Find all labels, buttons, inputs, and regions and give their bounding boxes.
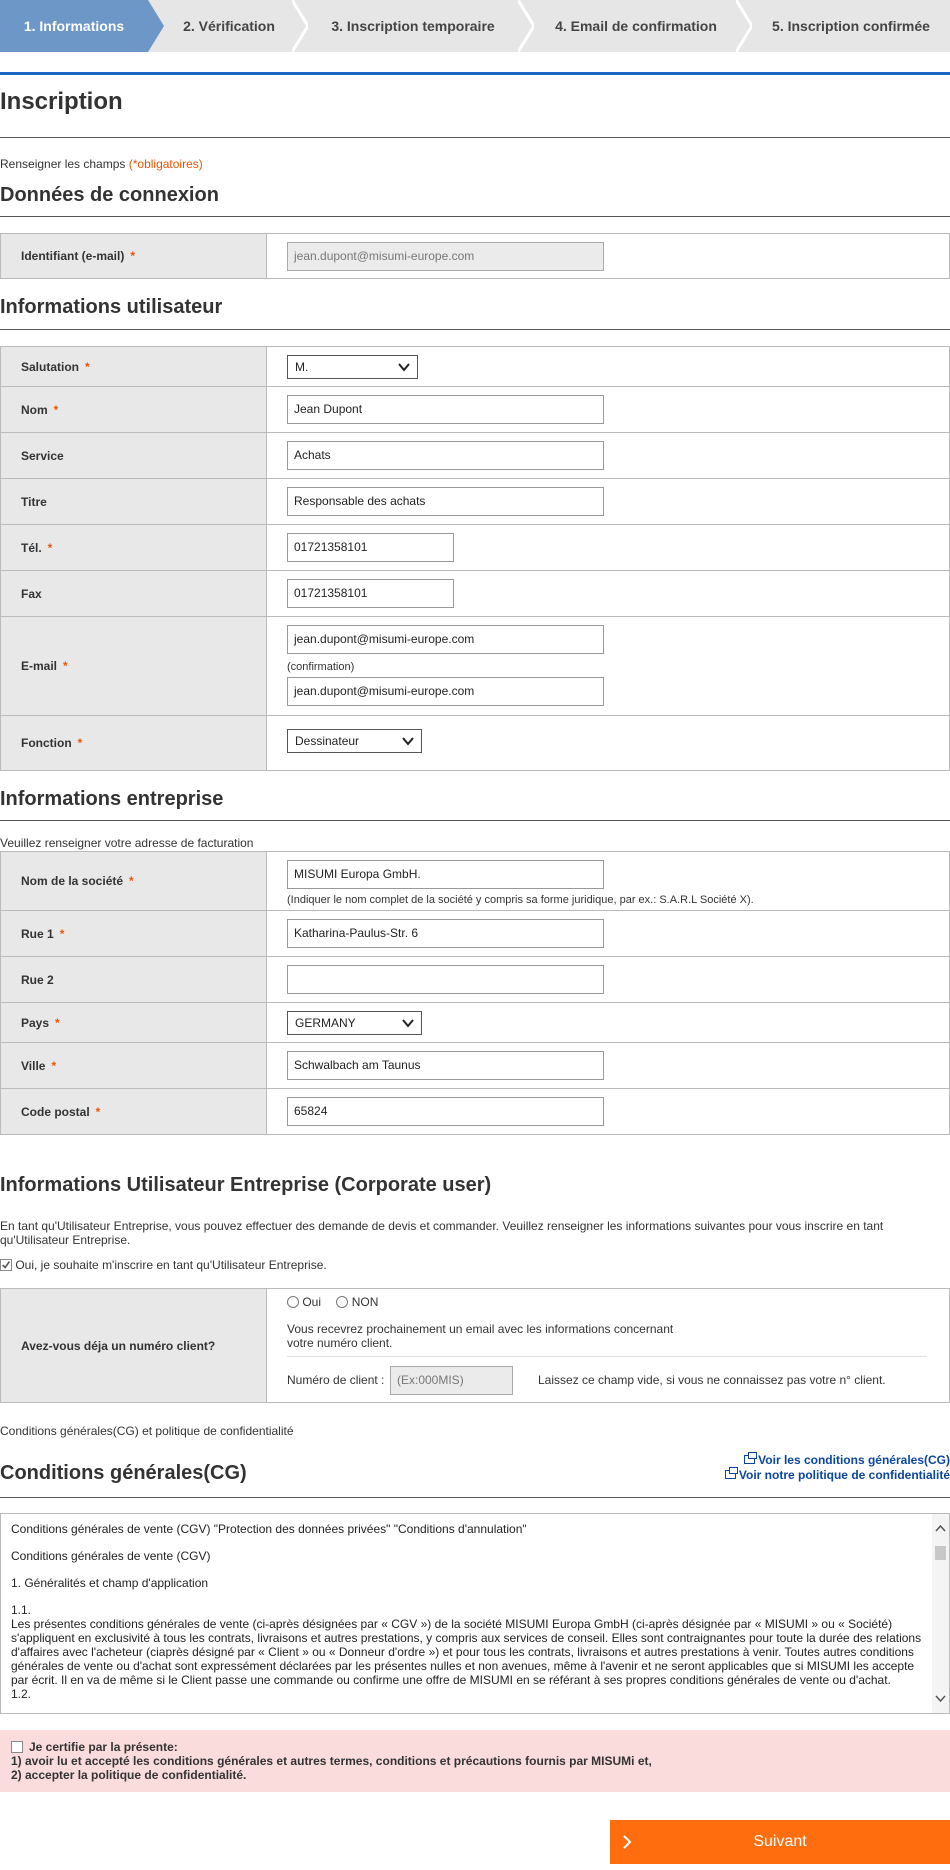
terms-paragraph: 1.1. Les présentes conditions générales de vente (ci-après désignées par « CGV ») de la société MISUMI Europa GmbH (ci-après désignée par « MISUMI » ou « Société) s'appliquent en exclusivité à tous les contrats, livraisons et autres prestations, y compris aux services de conseil. Elles sont contraignantes pour toute la durée des relations d'affaires avec l'acheteur (ciaprès désigné par « Client » ou « Donneur d'ordre ») et pour tous les contrats, livraisons et autres prestations à venir. Toutes autres conditions générales de vente ou d'achat sont expressément déclarées par les présentes nulles et non avenues, même à l'avenir et ne seront applicables que si MISUMI les accepte par écrit. Il en va de même si le Client passe une commande ou confirme une offre de MISUMI en se référant à ses propres conditions générales de vente ou d'achat. 1.2.: [11, 1603, 922, 1701]
street2-input[interactable]: [287, 965, 604, 994]
section-divider: [0, 820, 950, 821]
corporate-section-title: Informations Utilisateur Entreprise (Corporate user): [0, 1174, 492, 1196]
value-cell: [267, 1003, 949, 1042]
step-separator: [736, 0, 752, 52]
email-label: [1, 617, 267, 715]
client-number-hint: Laissez ce champ vide, si vous ne connaissez pas votre n° client.: [538, 1373, 886, 1387]
certify-line-2: 2) accepter la politique de confidentialité.: [11, 1768, 247, 1782]
terms-scrollbar[interactable]: [932, 1514, 949, 1713]
tel-input[interactable]: 01721358101: [287, 533, 454, 562]
link-terms-text: Voir les conditions générales(CG): [758, 1453, 950, 1467]
required-star: *: [129, 874, 134, 888]
tel-row: [1, 525, 949, 571]
required-star: *: [53, 402, 59, 417]
zip-label: [1, 1089, 267, 1134]
client-radio-group: [287, 1295, 378, 1309]
tel-label: [1, 525, 267, 570]
login-section-title: Données de connexion: [0, 184, 219, 206]
required-star: *: [130, 249, 136, 263]
corporate-checkbox-label: Oui, je souhaite m'inscrire en tant qu'Utilisateur Entreprise.: [15, 1258, 327, 1272]
company-hint: (Indiquer le nom complet de la société y compris sa forme juridique, par ex.: S.A.R.L Société X).: [287, 894, 754, 906]
identifier-row: [1, 234, 949, 279]
inner-divider: [287, 1356, 927, 1357]
label-text: Titre: [21, 494, 47, 509]
function-label: [1, 716, 267, 770]
select-value: M.: [295, 360, 309, 374]
terms-textbox[interactable]: [0, 1513, 950, 1714]
client-number-input[interactable]: (Ex:000MIS): [390, 1366, 513, 1395]
billing-note: Veuillez renseigner votre adresse de facturation: [0, 836, 254, 850]
zip-input[interactable]: 65824: [287, 1097, 604, 1126]
user-section-title: Informations utilisateur: [0, 296, 223, 318]
client-number-row: [1, 1289, 949, 1403]
email-input[interactable]: jean.dupont@misumi-europe.com: [287, 625, 604, 654]
login-table: [0, 233, 950, 279]
select-value: GERMANY: [295, 1016, 356, 1030]
service-input[interactable]: Achats: [287, 441, 604, 470]
city-row: [1, 1043, 949, 1089]
label-text: Ville: [21, 1058, 46, 1073]
chevron-right-icon: [622, 1834, 632, 1850]
job-title-input[interactable]: Responsable des achats: [287, 487, 604, 516]
external-link-icon: [744, 1455, 755, 1464]
company-section-title: Informations entreprise: [0, 788, 224, 810]
corporate-intro: En tant qu'Utilisateur Entreprise, vous pouvez effectuer des demande de devis et commander. Veuillez renseigner les informations suivantes pour vous inscrire en tant qu'Utilisateur Entreprise.: [0, 1219, 884, 1247]
value-cell: [267, 911, 949, 956]
email-confirm-input[interactable]: jean.dupont@misumi-europe.com: [287, 677, 604, 706]
function-row: [1, 716, 949, 771]
terms-section-title: Conditions générales(CG): [0, 1462, 247, 1484]
client-number-label: Numéro de client :: [287, 1373, 385, 1387]
chevron-down-icon: [402, 736, 414, 746]
radio-no-label: NON: [351, 1295, 379, 1309]
terms-paragraph: 1. Généralités et champ d'application: [11, 1576, 209, 1590]
terms-paragraph: Conditions générales de vente (CGV) "Protection des données privées" "Conditions d'annulation": [11, 1522, 527, 1536]
email-row: [1, 617, 949, 716]
step-separator: [148, 0, 164, 52]
value-cell: [267, 617, 949, 715]
fax-label: [1, 571, 267, 616]
required-star: *: [51, 1058, 57, 1073]
country-row: [1, 1003, 949, 1043]
service-row: [1, 433, 949, 479]
label-text: Code postal: [21, 1104, 90, 1119]
label-text: Salutation: [21, 359, 80, 374]
certify-box: [0, 1730, 950, 1792]
fax-input[interactable]: 01721358101: [287, 579, 454, 608]
country-label: [1, 1003, 267, 1042]
terms-content: [11, 1522, 926, 1714]
required-star: *: [47, 540, 53, 555]
step-inscription-temporaire: [310, 0, 516, 52]
value-cell: [267, 1043, 949, 1088]
corporate-checkbox[interactable]: [0, 1259, 12, 1271]
page-title: Inscription: [0, 88, 123, 115]
label-text: Nom: [21, 402, 48, 417]
label-text: Tél.: [21, 540, 42, 555]
certify-text: [11, 1740, 652, 1782]
fax-row: [1, 571, 949, 617]
label-text: E-mail: [21, 659, 58, 673]
value-cell: [267, 525, 949, 570]
radio-yes-label: Oui: [302, 1295, 322, 1309]
section-divider: [0, 1497, 950, 1498]
label-text: Pays: [21, 1015, 50, 1030]
value-cell: [267, 234, 949, 278]
label-text: Identifiant (e-mail): [21, 249, 125, 263]
company-label: [1, 852, 267, 910]
identifier-label: [1, 234, 267, 278]
label-text: Fax: [21, 586, 42, 601]
select-value: Dessinateur: [295, 734, 360, 748]
user-info-table: [0, 346, 950, 771]
next-button[interactable]: [610, 1820, 950, 1864]
step-informations: [0, 0, 148, 52]
value-cell: [267, 433, 949, 478]
required-star: *: [55, 1015, 60, 1030]
certify-checkbox[interactable]: [11, 1741, 23, 1753]
value-cell: [267, 571, 949, 616]
street2-label: [1, 957, 267, 1002]
value-cell: [267, 387, 949, 432]
radio-yes[interactable]: [287, 1296, 299, 1308]
title-label: [1, 479, 267, 524]
required-star: *: [59, 926, 65, 941]
street1-label: [1, 911, 267, 956]
value-cell: [267, 1289, 949, 1402]
required-note: [0, 157, 203, 171]
company-info-table: [0, 851, 950, 1135]
external-link-icon: [725, 1470, 736, 1479]
value-cell: [267, 347, 949, 386]
certify-line-1: 1) avoir lu et accepté les conditions générales et autres termes, conditions et précautions fournis par MISUMi et,: [11, 1754, 652, 1768]
city-input[interactable]: Schwalbach am Taunus: [287, 1051, 604, 1080]
title-divider: [0, 137, 950, 138]
value-cell: [267, 852, 949, 910]
value-cell: [267, 716, 949, 770]
section-divider: [0, 216, 950, 217]
terms-caption: Conditions générales(CG) et politique de confidentialité: [0, 1424, 294, 1438]
value-cell: [267, 957, 949, 1002]
step-label: 5. Inscription confirmée: [772, 18, 930, 34]
client-question-label: [1, 1289, 267, 1402]
street1-input[interactable]: Katharina-Paulus-Str. 6: [287, 919, 604, 948]
step-label: 2. Vérification: [183, 18, 275, 34]
required-star: *: [77, 736, 83, 750]
label-text: Rue 1: [21, 926, 54, 941]
name-input[interactable]: Jean Dupont: [287, 395, 604, 424]
section-divider: [0, 329, 950, 330]
certify-title: Je certifie par la présente:: [29, 1740, 178, 1754]
identifier-input: jean.dupont@misumi-europe.com: [287, 242, 604, 271]
step-label: 4. Email de confirmation: [555, 18, 717, 34]
required-note-text: Renseigner les champs: [0, 157, 129, 171]
corporate-checkbox-row[interactable]: [0, 1258, 327, 1272]
radio-no[interactable]: [336, 1296, 348, 1308]
link-terms[interactable]: [725, 1453, 950, 1468]
value-cell: [267, 1089, 949, 1134]
salutation-select[interactable]: [287, 355, 418, 379]
client-number-table: [0, 1288, 950, 1403]
title-row: [1, 479, 949, 525]
street1-row: [1, 911, 949, 957]
country-select[interactable]: [287, 1011, 422, 1035]
service-label: [1, 433, 267, 478]
step-inscription-confirmee: [752, 0, 950, 52]
salutation-row: [1, 347, 949, 387]
terms-paragraph: Conditions générales de vente (CGV): [11, 1549, 211, 1563]
chevron-down-icon: [402, 1018, 414, 1028]
email-confirm-label: (confirmation): [287, 661, 355, 673]
label-text: Service: [21, 448, 64, 463]
chevron-down-icon: [398, 362, 410, 372]
required-star: *: [85, 359, 90, 374]
step-label: 3. Inscription temporaire: [331, 18, 495, 34]
city-label: [1, 1043, 267, 1088]
checkmark-icon: [1, 1260, 11, 1270]
street2-row: [1, 957, 949, 1003]
function-select[interactable]: [287, 729, 422, 753]
scroll-up-icon[interactable]: [932, 1520, 949, 1537]
value-cell: [267, 479, 949, 524]
zip-row: [1, 1089, 949, 1135]
link-privacy[interactable]: [725, 1468, 950, 1483]
accent-rule: [0, 72, 950, 75]
required-note-highlight: (*obligatoires): [128, 157, 203, 171]
step-separator: [292, 0, 308, 52]
link-privacy-text: Voir notre politique de confidentialité: [738, 1468, 950, 1482]
name-label: [1, 387, 267, 432]
company-row: [1, 852, 949, 911]
label-text: Avez-vous déja un numéro client?: [21, 1338, 216, 1353]
label-text: Fonction: [21, 736, 72, 750]
required-star: *: [63, 659, 68, 673]
progress-steps: [0, 0, 950, 52]
step-email-confirmation: [536, 0, 736, 52]
next-button-label: Suivant: [753, 1833, 807, 1850]
label-text: Rue 2: [21, 972, 54, 987]
step-verification: [166, 0, 292, 52]
salutation-label: [1, 347, 267, 386]
label-text: Nom de la société: [21, 874, 124, 888]
company-input[interactable]: MISUMI Europa GmbH.: [287, 860, 604, 889]
scroll-down-icon[interactable]: [932, 1690, 949, 1707]
step-separator: [518, 0, 534, 52]
terms-links: [725, 1453, 950, 1483]
step-label: 1. Informations: [23, 18, 125, 34]
required-star: *: [95, 1104, 101, 1119]
scroll-thumb[interactable]: [935, 1546, 946, 1560]
name-row: [1, 387, 949, 433]
client-info-text: Vous recevrez prochainement un email avec les informations concernant votre numéro client.: [287, 1322, 674, 1350]
